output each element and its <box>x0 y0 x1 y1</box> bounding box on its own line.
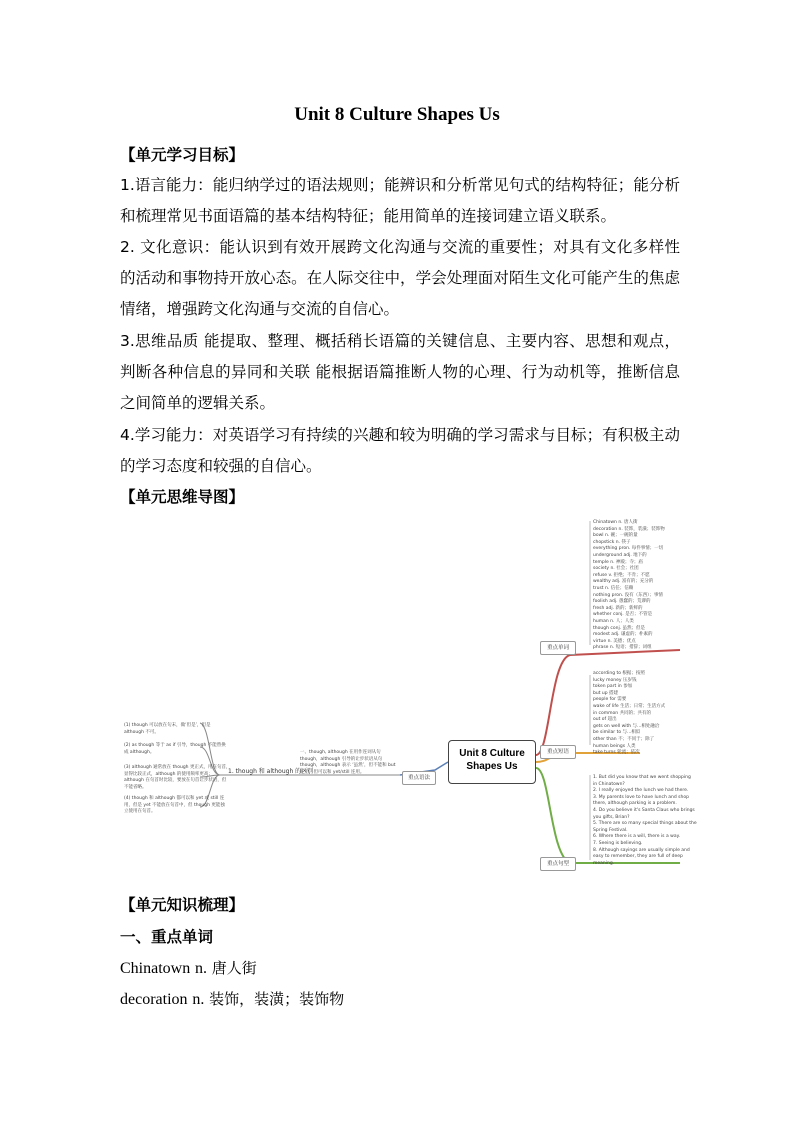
words-list: Chinatown n. 唐人街 decoration n. 装饰，装潢；装饰物 bowl n. 碗；一碗的量 chopstick n. 筷子 everything pron. 每件事情；一切 underground adj. 地下的 temple n. 神殿；寺；庙 society n. 社会；社团 refuse v. 拒绝；不肯；不愿 wealthy adj. 富有的；充分的 trust n. 信任；信赖 nothing pron. 没有（东西）；事情 foolish adj. 愚蠢的；荒谬的 fresh adj. 新的；新鲜的 whether conj. 是否；不管是 human n. 人；人类 though conj. 虽然；但是 modest adj. 谦虚的；朴素的 virtue n. 美德；优点 phrase n. 短语；措辞；词组 <box>593 520 665 651</box>
branch-phrases-label: 重点短语 <box>540 745 576 759</box>
vocab-item <box>120 988 344 1009</box>
goal-paragraph-3: 3.思维品质 能提取、整理、概括稍长语篇的关键信息、主要内容、思想和观点，判断各种信息的异同和关联 能根据语篇推断人物的心理、行为动机等，推断信息之间简单的逻辑关系。 <box>120 332 680 412</box>
knowledge-heading: 【单元知识梳理】 <box>120 896 245 914</box>
vocab-word: Chinatown <box>120 960 191 977</box>
goal-paragraph-1: 1.语言能力：能归纳学过的语法规则；能辨识和分析常见句式的结构特征；能分析和梳理常见书面语篇的基本结构特征；能用简单的连接词建立语义联系。 <box>120 176 680 225</box>
branch-sentences-label: 重点句型 <box>540 857 576 871</box>
branch-words-label: 重点单词 <box>540 641 576 655</box>
vocab-item <box>120 957 257 978</box>
page-title: Unit 8 Culture Shapes Us <box>294 104 500 125</box>
grammar-description: 一、though, although 在用作连词从句 though，although 引导的让步状语从句 though，although 表示 ‘虽然’，但不能和 but 连用，但可以和 yet/still 连用。 <box>300 750 396 775</box>
vocab-heading: 一、重点单词 <box>120 928 214 946</box>
grammar-note-3: (3) although 通常放在 though 更正式，用在句首， 显得比较正式，although 的使用频率更高； although 在句首时比较，要放在句首让步状语，但 不能省略。 <box>124 765 231 790</box>
phrases-list: according to 根据；按照 lucky money 压岁钱 token part in 参加 but up 搭建 people for 需要 wake of life 生活；日常；生活方式 in common 共同的；共有的 out of 超出 gets on well with 与...相处融洽 be similar to 与...相似 other than 不；不同于；除了 human beings 人类 take turns 轮流；依次 <box>593 671 666 756</box>
mind-map <box>110 515 697 875</box>
vocab-meaning: 唐人街 <box>211 959 257 977</box>
vocab-word: decoration <box>120 991 188 1008</box>
vocab-pos: n. <box>195 960 207 977</box>
grammar-sub-label: 1. though 和 although 的区别 <box>228 768 314 775</box>
grammar-note-1: (1) though 可以放在句末，做‘但是’，但是 although 不可。 <box>124 723 211 735</box>
mindmap-heading: 【单元思维导图】 <box>120 488 245 506</box>
mind-map-center: Unit 8 Culture Shapes Us <box>448 740 536 784</box>
sentences-list: 1. But did you know that we went shopping in Chinatown? 2. I really enjoyed the lunch we had there. 3. My parents love to have lunch and shop there, although parking is a problem. 4. Do you believe it's Santa Claus who brings you gifts, Brian? 5. There are so many special things about the Spring Festival. 6. Where there is a will, there is a way. 7. Seeing is believing. 8. Although sayings are usually simple and easy to remember, they are full of deep meaning. <box>593 775 697 866</box>
grammar-note-4: (4) though 和 although 都可以和 yet 或 still 连 用，但是 yet 不能放在句首中，但 though 更能独 立使用在句首。 <box>124 796 225 815</box>
goal-paragraph-2: 2. 文化意识：能认识到有效开展跨文化沟通与交流的重要性；对具有文化多样性的活动和事物持开放心态。在人际交往中，学会处理面对陌生文化可能产生的焦虑情绪，增强跨文化沟通与交流的自信心。 <box>120 238 680 318</box>
vocab-pos: n. <box>192 991 205 1008</box>
goal-paragraph-4: 4.学习能力：对英语学习有持续的兴趣和较为明确的学习需求与目标；有积极主动的学习态度和较强的自信心。 <box>120 426 680 475</box>
goals-heading: 【单元学习目标】 <box>120 146 245 164</box>
vocab-meaning: 装饰，装潢；装饰物 <box>209 990 345 1008</box>
grammar-note-2: (2) as though 等于 as if 引导，though 不能替换 成 although。 <box>124 743 226 755</box>
branch-grammar-label: 重点语法 <box>402 771 436 785</box>
